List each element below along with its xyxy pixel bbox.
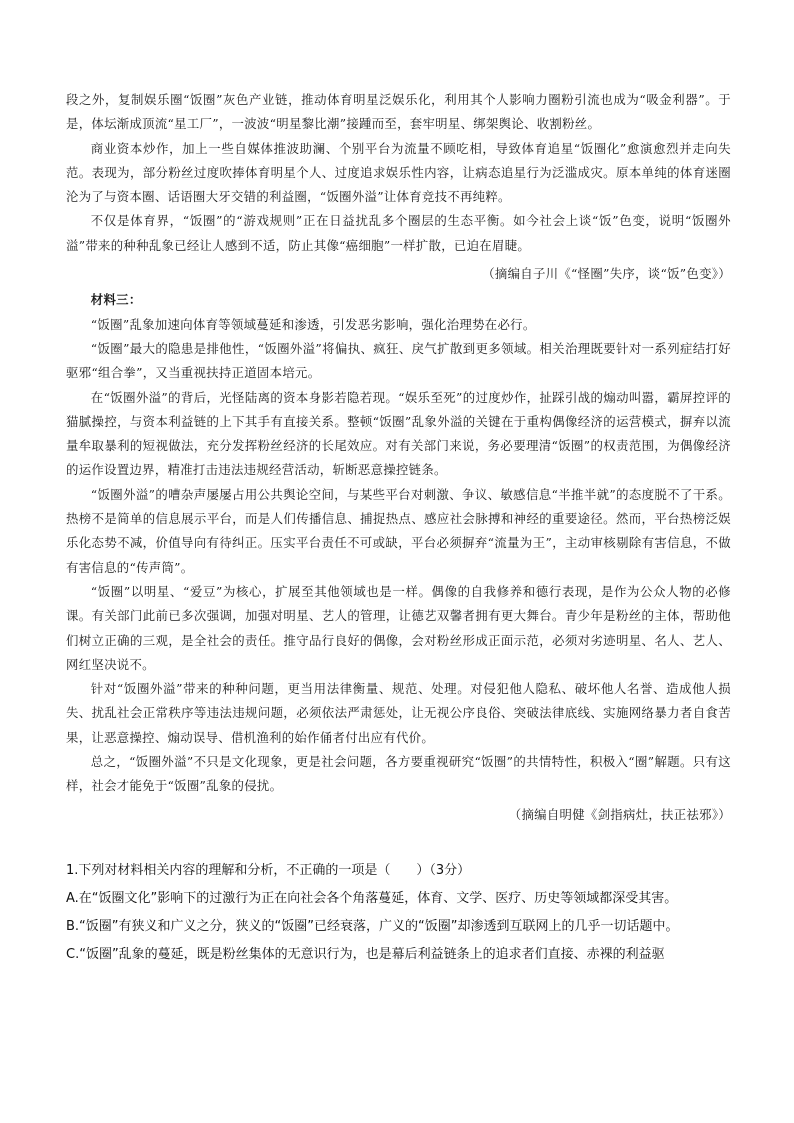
- option-c: C.“饭圈”乱象的蔓延，既是粉丝集体的无意识行为，也是幕后利益链条上的追求者们直接、赤裸的利益驱: [66, 947, 665, 962]
- material-three-paragraph-4: “饭圈外溢”的嘈杂声屡屡占用公共舆论空间，与某些平台对刺激、争议、敏感信息“半推半就”的态度脱不了干系。热榜不是简单的信息展示平台，而是人们传播信息、捕捉热点、感应社会脉搏和神经的重要途径。然而，平台热榜泛娱乐化态势不减，价值导向有待纠正。压实平台责任不可或缺，平台必须摒弃“流量为王”，主动审核剔除有害信息，不做有害信息的“传声筒”。: [66, 486, 731, 575]
- material-three-paragraph-6: 针对“饭圈外溢”带来的种种问题，更当用法律衡量、规范、处理。对侵犯他人隐私、破坏他人名誉、造成他人损失、扰乱社会正常秩序等违法违规问题，必须依法严肃惩处，让无视公序良俗、突破法律底线、实施网络暴力者自食苦果，让恶意操控、煽动误导、借机渔利的始作俑者付出应有代价。: [66, 681, 731, 745]
- material-two-source: （摘编自子川《“怪圈”失序，谈“饭”色变》）: [482, 266, 731, 282]
- option-b: B.“饭圈”有狭义和广义之分，狭义的“饭圈”已经衰落，广义的“饭圈”却渗透到互联网上的几乎一切话题中。: [66, 919, 679, 934]
- question-1: [66, 859, 731, 967]
- material-two-paragraph-2: 商业资本炒作，加上一些自媒体推波助澜、个别平台为流量不顾吃相，导致体育追星“饭圈化”愈演愈烈并走向失范。表现为，部分粉丝过度吹捧体育明星个人、过度追求娱乐性内容，让病态追星行为泛滥成灾。原本单纯的体育迷圈沦为了与资本圈、话语圈大牙交错的利益圈，“饭圈外溢”让体育竞技不再纯粹。: [66, 140, 731, 205]
- material-three-paragraph-1: “饭圈”乱象加速向体育等领域蔓延和渗透，引发恶劣影响，强化治理势在必行。: [90, 316, 536, 332]
- material-three-paragraph-5: “饭圈”以明星、“爱豆”为核心，扩展至其他领域也是一样。偶像的自我修养和德行表现，是作为公众人物的必修课。有关部门此前已多次强调，加强对明星、艺人的管理，让德艺双馨者拥有更大舞台。青少年是粉丝的主体，帮助他们树立正确的三观，是全社会的责任。推守品行良好的偶像，会对粉丝形成正面示范，必须对劣迹明星、名人、艺人、网红坚决说不。: [66, 583, 731, 672]
- material-two-paragraph-3: 不仅是体育界，“饭圈”的“游戏规则”正在日益扰乱多个圈层的生态平衡。如今社会上谈“饭”色变，说明“饭圈外溢”带来的种种乱象已经让人感到不适，防止其像“癌细胞”一样扩散，已迫在眉睫。: [66, 213, 731, 253]
- option-a: A.在“饭圈文化”影响下的过激行为正在向社会各个角落蔓延，体育、文学、医疗、历史等领域都深受其害。: [66, 891, 678, 906]
- material-three-source: （摘编自明健《剑指病灶，扶正祛邪》）: [508, 806, 731, 822]
- material-three-paragraph-2: “饭圈”最大的隐患是排他性，“饭圈外溢”将偏执、疯狂、戾气扩散到更多领域。相关治理既要针对一系列症结打好驱邪“组合拳”，又当重视扶持正道固本培元。: [66, 340, 731, 381]
- reading-materials: [66, 88, 731, 827]
- material-three-paragraph-3: 在“饭圈外溢”的背后，光怪陆离的资本身影若隐若现。“娱乐至死”的过度炒作，扯踩引战的煽动叫嚣，霸屏控评的猫腻操控，与资本利益链的上下其手有直接关系。整顿“饭圈”乱象外溢的关键在于重构偶像经济的运营模式，摒弃以流量牟取暴利的短视做法，充分发挥粉丝经济的长尾效应。对有关部门来说，务必要理清“饭圈”的权责范围，为偶像经济的运作设置边界，精准打击违法违规经营活动，斩断恶意操控链条。: [66, 389, 731, 478]
- material-two-paragraph-1: 段之外，复制娱乐圈“饭圈”灰色产业链，推动体育明星泛娱乐化，利用其个人影响力圈粉引流也成为“吸金利器”。于是，体坛渐成顶流“星工厂”，一波波“明星黎比潮”接踵而至，套牢明星、绑架舆论、收割粉丝。: [66, 92, 731, 132]
- material-three-paragraph-7: 总之，“饭圈外溢”不只是文化现象，更是社会问题，各方要重视研究“饭圈”的共情特性，积极入“圈”解题。只有这样，社会才能免于“饭圈”乱象的侵扰。: [66, 754, 731, 794]
- material-three-title: 材料三：: [90, 292, 142, 308]
- question-stem: 1.下列对材料相关内容的理解和分析，不正确的一项是（ ）（3分）: [66, 863, 471, 878]
